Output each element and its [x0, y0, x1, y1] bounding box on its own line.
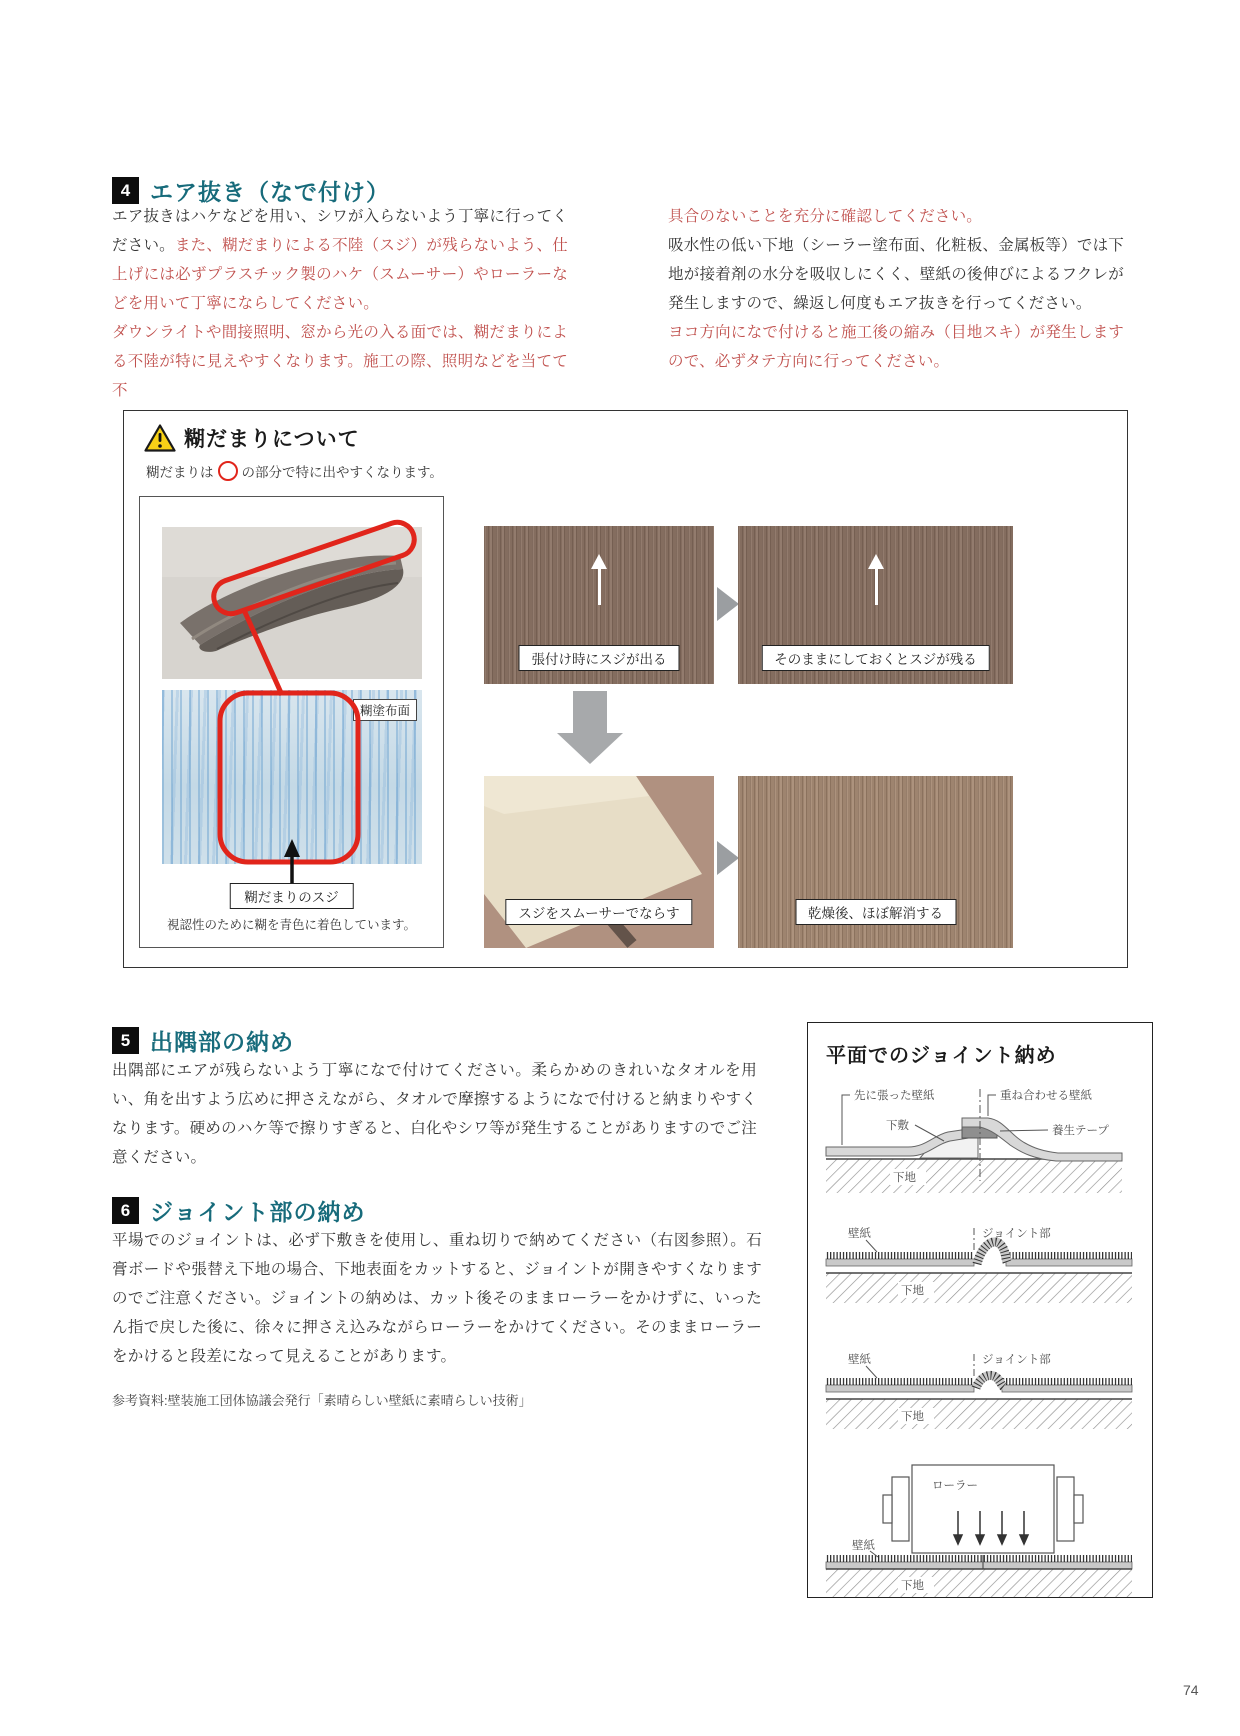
- joint-label: ジョイント部: [982, 1228, 1051, 1240]
- glue-pooling-warning-box: [123, 410, 1128, 968]
- masking-tape-label: 養生テープ: [1052, 1125, 1109, 1137]
- section-6-heading: [112, 1194, 366, 1227]
- section-5-heading: [112, 1024, 294, 1057]
- joint-label: ジョイント部: [982, 1354, 1051, 1366]
- glue-surface-photo: [162, 690, 422, 864]
- first-sheet-label: 先に張った壁紙: [854, 1090, 935, 1102]
- roller-label: ローラー: [932, 1480, 978, 1492]
- reference-footnote: 参考資料:壁装施工団体協議会発行「素晴らしい壁紙に素晴らしい技術」: [112, 1393, 532, 1408]
- flat-joint-panel: [807, 1022, 1153, 1598]
- text-black: エア抜きはハケなどを用い、シワが入らないよう丁寧に行ってください。: [112, 208, 568, 254]
- step1-photo: [484, 526, 714, 684]
- wallpaper-label: 壁紙: [848, 1354, 871, 1366]
- folded-wallpaper-photo: [162, 527, 422, 679]
- glue-surface-label: 糊塗布面: [353, 699, 417, 721]
- down-arrow-icon: [557, 691, 623, 764]
- joint-pressed-diagram: [820, 1351, 1140, 1437]
- overlap-cut-diagram: [820, 1085, 1140, 1203]
- text-black: 出隅部にエアが残らないよう丁寧になで付けてください。柔らかめのきれいなタオルを用い、角を出すよう広めに押さえながら、タオルで摩擦するようになで付けると納まりやすくなります。硬めのハケ等で擦りすぎると、白化やシワ等が発生することがありますのでご注意ください。: [112, 1062, 757, 1166]
- joint-panel-title: 平面でのジョイント納め: [826, 1045, 1057, 1067]
- section-6-number-badge: 6: [112, 1197, 139, 1224]
- step3-photo: [484, 776, 714, 948]
- blue-glue-caption: 視認性のために糊を青色に着色しています。: [166, 918, 416, 932]
- text-red: ヨコ方向になで付けると施工後の縮み（目地スキ）が発生しますので、必ずタテ方向に行ってください。: [668, 324, 1124, 370]
- text-red: ダウンライトや間接照明、窓から光の入る面では、糊だまりによる不陸が特に見えやすくなります。施工の際、照明などを当てて不: [112, 324, 568, 399]
- right-arrow-icon: [717, 841, 739, 875]
- paragraph: [112, 202, 568, 318]
- warning-note: [146, 461, 443, 481]
- section-4-title: エア抜き（なで付け）: [150, 179, 390, 205]
- underlay-label: 下敷: [886, 1120, 909, 1132]
- wallpaper-label: 壁紙: [848, 1228, 871, 1240]
- text-red: 具合のないことを充分に確認してください。: [668, 208, 983, 225]
- up-arrow-icon: [868, 554, 884, 605]
- section-5-title: 出隅部の納め: [150, 1029, 294, 1055]
- up-arrow-icon: [591, 554, 607, 605]
- note-text-after: の部分で特に出やすくなります。: [241, 465, 443, 480]
- folded-wallpaper-illustration: [162, 527, 422, 679]
- section-4-left-column: [112, 202, 568, 405]
- text-red: また、糊だまりによる不陸（スジ）が残らないよう、仕上げには必ずプラスチック製のハケ（スムーサー）やローラーなどを用いて丁寧にならしてください。: [112, 237, 568, 312]
- glue-streak-example-box: [139, 496, 444, 948]
- step3-label: スジをスムーサーでならす: [505, 899, 692, 925]
- text-black: 平場でのジョイントは、必ず下敷きを使用し、重ね切りで納めてください（右図参照）。石膏ボードや張替え下地の場合、下地表面をカットすると、ジョイントが開きやすくなりますのでご注意ください。ジョイントの納めは、カット後そのままローラーをかけずに、いったん指で戻した後に、徐々に押さえ込みながらローラーをかけてください。そのままローラーをかけると段差になって見えることがあります。: [112, 1232, 762, 1365]
- joint-open-diagram: [820, 1225, 1140, 1311]
- page-number: 74: [1183, 1682, 1199, 1698]
- section-4-number-badge: 4: [112, 177, 139, 204]
- roller-diagram: [820, 1451, 1140, 1601]
- section-6-title: ジョイント部の納め: [150, 1199, 366, 1225]
- substrate-label: 下地: [901, 1285, 924, 1297]
- warning-triangle-icon: [144, 424, 176, 452]
- substrate-label: 下地: [893, 1172, 916, 1184]
- step4-label: 乾燥後、ほぼ解消する: [795, 899, 956, 925]
- glue-streak-label: 糊だまりのスジ: [229, 883, 354, 909]
- section-5-body: [112, 1056, 757, 1172]
- section-4-right-column: [668, 202, 1124, 376]
- step2-photo: [738, 526, 1013, 684]
- step1-label: 張付け時にスジが出る: [519, 645, 680, 671]
- step4-photo: [738, 776, 1013, 948]
- red-circle-icon: [218, 461, 238, 481]
- note-text-before: 糊だまりは: [146, 465, 214, 480]
- section-6-body: [112, 1226, 762, 1371]
- substrate-label: 下地: [901, 1580, 924, 1592]
- right-arrow-icon: [717, 587, 739, 621]
- text-black: 吸水性の低い下地（シーラー塗布面、化粧板、金属板等）では下地が接着剤の水分を吸収しにくく、壁紙の後伸びによるフクレが発生しますので、繰返し何度もエア抜きを行ってください。: [668, 237, 1124, 312]
- warning-header: [144, 423, 360, 453]
- step2-label: そのままにしておくとスジが残る: [761, 645, 990, 671]
- warning-title: 糊だまりについて: [184, 428, 360, 451]
- substrate-label: 下地: [901, 1411, 924, 1423]
- section-5-number-badge: 5: [112, 1027, 139, 1054]
- overlap-sheet-label: 重ね合わせる壁紙: [1000, 1090, 1092, 1102]
- wallpaper-label: 壁紙: [852, 1540, 875, 1552]
